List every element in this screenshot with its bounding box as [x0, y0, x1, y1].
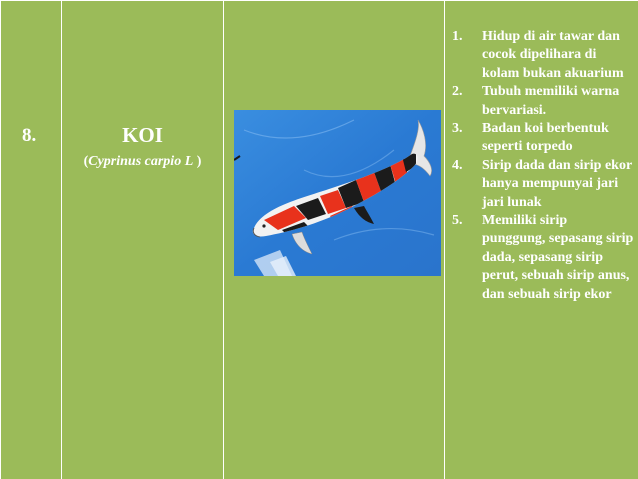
- characteristics-list: [452, 28, 634, 304]
- list-item: 1. Hidup di air tawar dan cocok dipelihara di kolam bukan akuarium: [452, 29, 624, 81]
- list-item: 5. Memiliki sirip punggung, sepasang sirip dada, sepasang sirip perut, sebuah sirip anus, dan sebuah sirip ekor: [452, 213, 634, 302]
- koi-fish-photo: [234, 110, 441, 276]
- list-item: 2. Tubuh memiliki warna bervariasi.: [452, 84, 620, 118]
- fish-scientific-name: (Cyprinus carpio L ): [83, 154, 202, 169]
- fish-name-block: [62, 123, 223, 170]
- number-cell: [0, 1, 62, 479]
- image-cell: [224, 1, 445, 479]
- list-item: 4. Sirip dada dan sirip ekor hanya mempunyai jari jari lunak: [452, 157, 632, 210]
- characteristics-cell: [445, 1, 638, 479]
- list-item: 3. Badan koi berbentuk seperti torpedo: [452, 121, 609, 155]
- fish-common-name: KOI: [122, 123, 163, 147]
- name-cell: [62, 1, 224, 479]
- row-number: 8.: [22, 125, 37, 146]
